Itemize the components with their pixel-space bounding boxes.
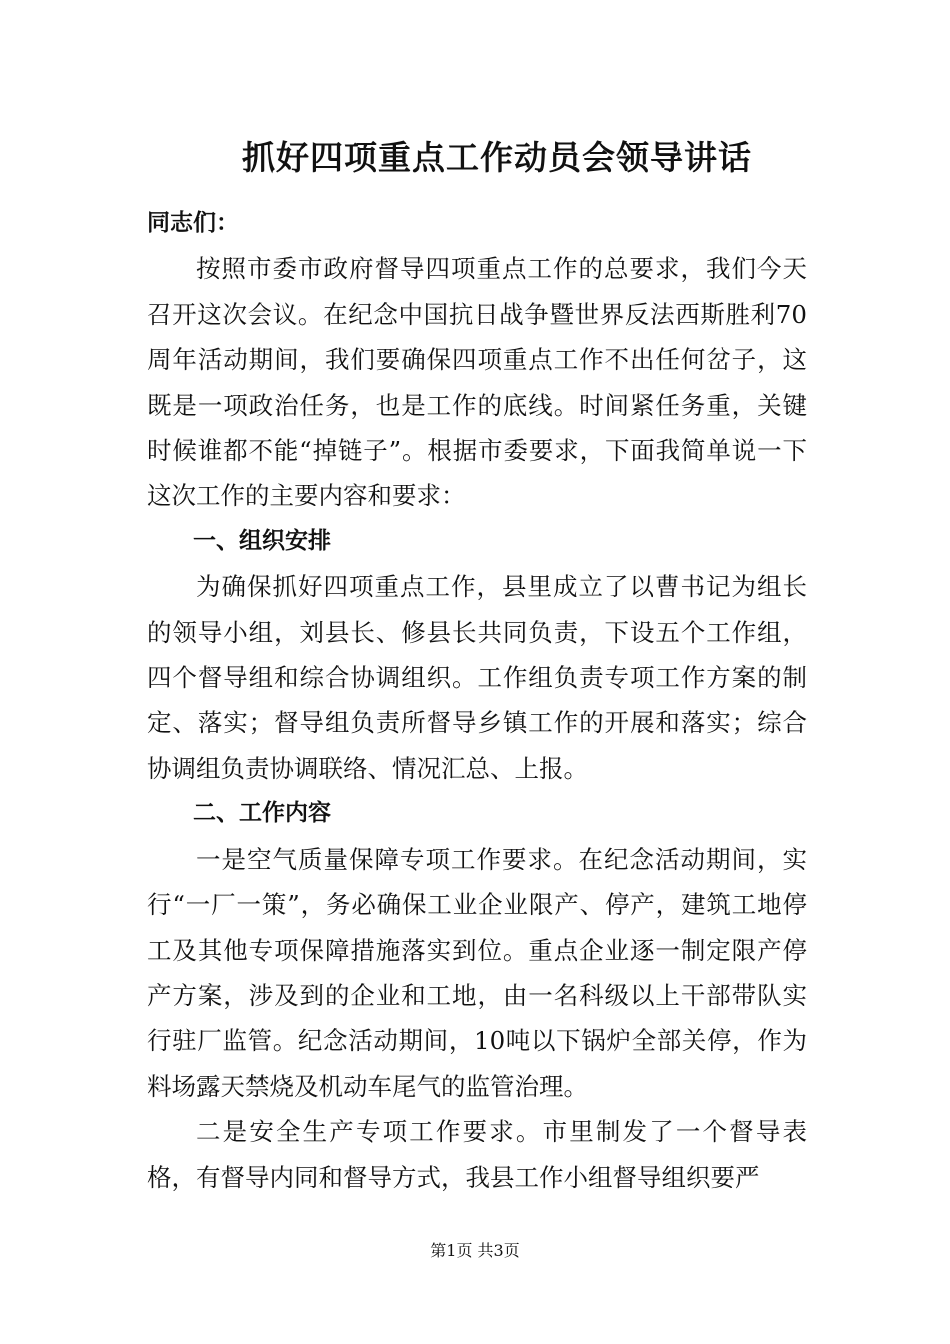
paragraph-safety: 二是安全生产专项工作要求。市里制发了一个督导表格，有督导内同和督导方式，我县工作小组督导组织要严 (147, 1117, 807, 1192)
section-heading-work-content: 二、工作内容 (193, 800, 331, 827)
paragraph-organization: 为确保抓好四项重点工作，县里成立了以曹书记为组长的领导小组，刘县长、修县长共同负责，下设五个工作组，四个督导组和综合协调组织。工作组负责专项工作方案的制定、落实；督导组负责所督导乡镇工作的开展和落实；综合协调组负责协调联络、情况汇总、上报。 (147, 572, 807, 783)
page-number: 第1页 共3页 (430, 1241, 520, 1260)
document-body (147, 201, 807, 1200)
greeting: 同志们： (147, 210, 239, 236)
document-title: 抓好四项重点工作动员会领导讲话 (242, 138, 752, 177)
section-heading-organization: 一、组织安排 (193, 527, 331, 554)
paragraph-air-quality: 一是空气质量保障专项工作要求。在纪念活动期间，实行“一厂一策”，务必确保工业企业限产、停产，建筑工地停工及其他专项保障措施落实到位。重点企业逐一制定限产停产方案，涉及到的企业和工地，由一名科级以上干部带队实行驻厂监管。纪念活动期间，10吨以下锅炉全部关停，作为料场露天禁烧及机动车尾气的监管治理。 (147, 844, 807, 1101)
paragraph-intro: 按照市委市政府督导四项重点工作的总要求，我们今天召开这次会议。在纪念中国抗日战争暨世界反法西斯胜利70周年活动期间，我们要确保四项重点工作不出任何岔子，这既是一项政治任务，也是工作的底线。时间紧任务重，关键时候谁都不能“掉链子”。根据市委要求，下面我简单说一下这次工作的主要内容和要求： (147, 254, 807, 511)
